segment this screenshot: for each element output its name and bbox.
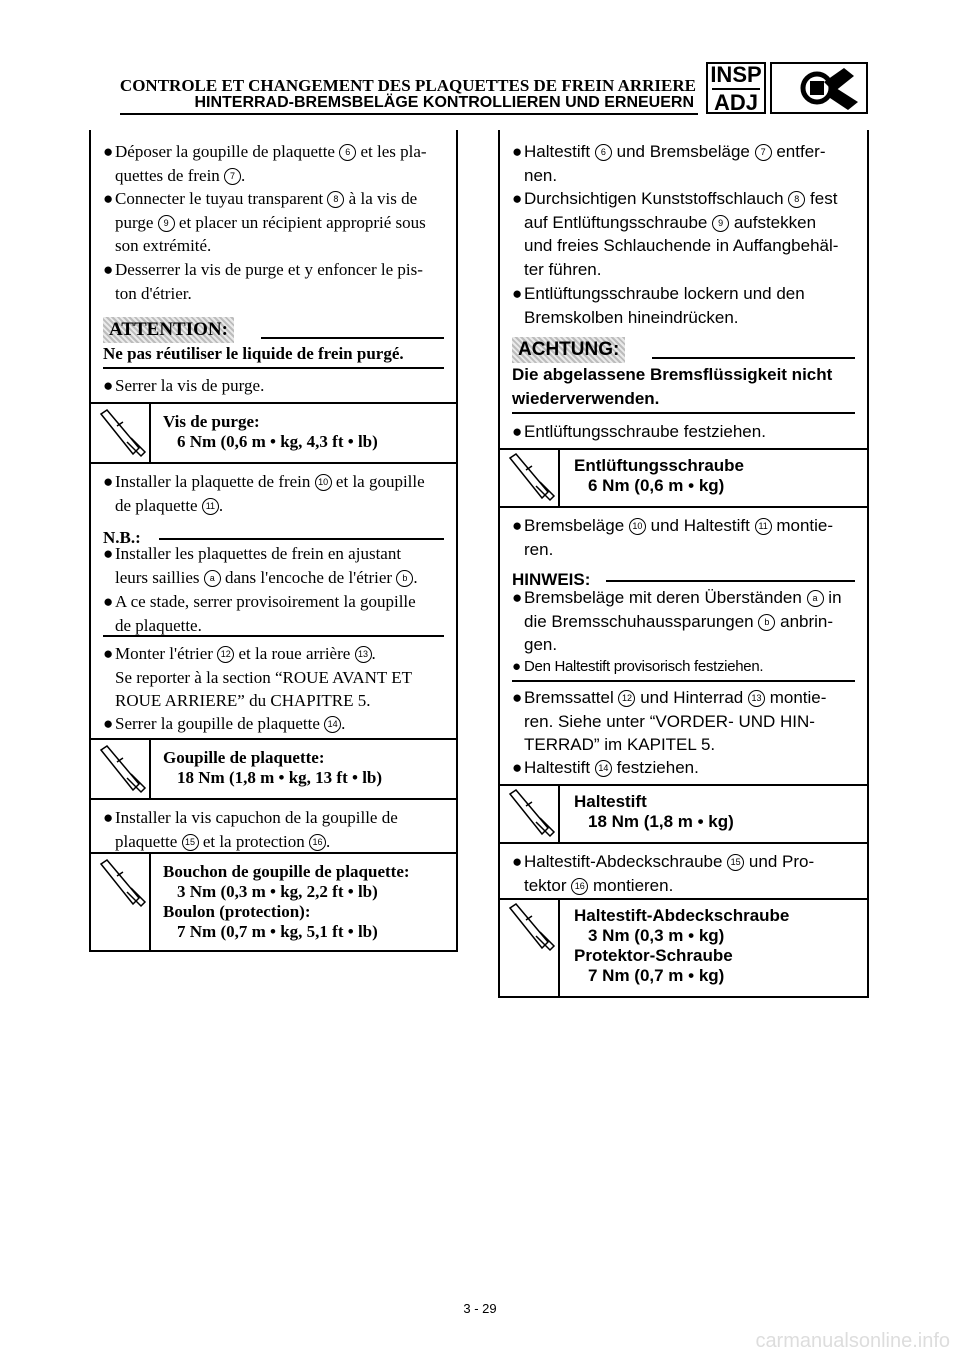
caution-label: ACHTUNG: (512, 337, 625, 363)
nb-note-2: ● A ce stade, serrer provisoirement la goupille de plaquette. (103, 592, 416, 635)
spec-bleed-screw: Vis de purge: 6 Nm (0,6 m • kg, 4,3 ft • lb) (163, 412, 378, 451)
step-tighten-pin: ● Serrer la goupille de plaquette 14 . (103, 714, 346, 733)
spec-box-bottom (500, 506, 867, 508)
torque-wrench-icon (97, 858, 147, 908)
watermark[interactable]: carmanualsonline.info (755, 1330, 950, 1352)
spec-box-bottom (91, 798, 456, 800)
spec-box-divider (149, 402, 151, 462)
header-title-de: HINTERRAD-BREMSBELÄGE KONTROLLIEREN UND ERNEUERN (194, 94, 694, 111)
nb-end-rule (103, 635, 444, 637)
step-remove-pads: ● Haltestift 6 und Bremsbeläge 7 entfer- nen. (512, 142, 826, 185)
caution-text: Die abgelassene Bremsflüssigkeit nicht wiederverwenden. (512, 365, 833, 408)
spec-box-bottom (91, 462, 456, 464)
spec-box-top (91, 852, 456, 854)
header-rule (120, 113, 698, 115)
nb-label: N.B.: (103, 528, 141, 547)
nb-note-1: ● Bremsbeläge mit deren Überständen a in die Bremsschuhaussparungen b anbrin- gen. (512, 588, 842, 654)
spec-cap-and-protector: Haltestift-Abdeckschraube 3 Nm (0,3 m • kg) Protektor-Schraube 7 Nm (0,7 m • kg) (574, 906, 790, 985)
step-mount-caliper: ● Monter l'étrier 12 et la roue arrière 13 . Se reporter à la section “ROUE AVANT ET ROUE ARRIERE” du CHAPITRE 5. (103, 644, 412, 710)
step-tighten-pin: ● Haltestift 14 festziehen. (512, 758, 699, 777)
spec-box-divider (149, 852, 151, 950)
step-loosen-bleed: ● Entlüftungsschraube lockern und den Bremskolben hineindrücken. (512, 284, 805, 327)
step-remove-pads: ● Déposer la goupille de plaquette 6 et les pla- quettes de frein 7 . (103, 142, 427, 185)
step-mount-caliper: ● Bremssattel 12 und Hinterrad 13 montie- ren. Siehe unter “VORDER- UND HIN- TERRAD” im KAPITEL 5. (512, 688, 827, 754)
wrench-screwdriver-icon (772, 64, 866, 112)
left-column-fr (89, 130, 458, 952)
header-title-fr: CONTROLE ET CHANGEMENT DES PLAQUETTES DE FREIN ARRIERE (119, 76, 696, 95)
torque-wrench-icon (97, 408, 147, 458)
step-loosen-bleed: ● Desserrer la vis de purge et y enfoncer le pis- ton d'étrier. (103, 260, 423, 303)
spec-box-divider (558, 784, 560, 842)
page-number: 3 - 29 (463, 1301, 497, 1316)
caution-label: ATTENTION: (103, 317, 234, 343)
badge-bottom: ADJ (713, 90, 758, 115)
step-tighten-bleed: ● Entlüftungsschraube festziehen. (512, 422, 766, 441)
spec-box-top (500, 784, 867, 786)
nb-note-1: ● Installer les plaquettes de frein en ajustant leurs saillies a dans l'encoche de l'étrier b . (103, 544, 418, 587)
nb-end-rule (512, 680, 855, 682)
badge-top: INSP (710, 62, 762, 87)
torque-wrench-icon (506, 452, 556, 502)
step-install-pads: ● Bremsbeläge 10 und Haltestift 11 montie- ren. (512, 516, 834, 559)
divider (103, 367, 444, 369)
step-install-cap: ● Haltestift-Abdeckschraube 15 und Pro- tektor 16 montieren. (512, 852, 815, 895)
nb-label: HINWEIS: (512, 570, 591, 589)
caution-rule (261, 337, 444, 339)
nb-rule (606, 580, 855, 582)
step-install-pads: ● Installer la plaquette de frein 10 et la goupille de plaquette 11 . (103, 472, 425, 515)
step-tighten-bleed: ● Serrer la vis de purge. (103, 376, 265, 395)
step-install-cap: ● Installer la vis capuchon de la goupille de plaquette 15 et la protection 16 . (103, 808, 398, 851)
spec-box-top (500, 898, 867, 900)
torque-wrench-icon (506, 788, 556, 838)
spec-cap-and-protector: Bouchon de goupille de plaquette: 3 Nm (0,3 m • kg, 2,2 ft • lb) Boulon (protection): 7 Nm (0,7 m • kg, 5,1 ft • lb) (163, 862, 410, 941)
spec-box-top (91, 402, 456, 404)
spec-box-divider (558, 448, 560, 506)
insp-adj-badge (706, 62, 766, 114)
spec-box-top (500, 448, 867, 450)
step-connect-hose: ● Connecter le tuyau transparent 8 à la vis de purge 9 et placer un récipient approprié sous son extrémité. (103, 189, 426, 255)
divider (512, 412, 855, 414)
torque-wrench-icon (506, 902, 556, 952)
nb-rule (159, 538, 444, 540)
spec-box-bottom (500, 842, 867, 844)
spec-box-divider (558, 898, 560, 996)
caution-text: Ne pas réutiliser le liquide de frein purgé. (103, 344, 404, 363)
spec-pad-pin: Haltestift 18 Nm (1,8 m • kg) (574, 792, 734, 831)
step-connect-hose: ● Durchsichtigen Kunststoffschlauch 8 fest auf Entlüftungsschraube 9 aufstekken und freies Schlauchende in Auffangbehäl- ter führen. (512, 189, 839, 279)
torque-wrench-icon (97, 744, 147, 794)
nb-note-2: ● Den Haltestift provisorisch festziehen. (512, 658, 764, 675)
toolbox-icon-frame (770, 62, 868, 114)
spec-box-top (91, 738, 456, 740)
spec-pad-pin: Goupille de plaquette: 18 Nm (1,8 m • kg, 13 ft • lb) (163, 748, 383, 787)
spec-bleed-screw: Entlüftungsschraube 6 Nm (0,6 m • kg) (574, 456, 745, 495)
spec-box-divider (149, 738, 151, 798)
right-column-de (498, 130, 869, 998)
caution-rule (652, 357, 855, 359)
